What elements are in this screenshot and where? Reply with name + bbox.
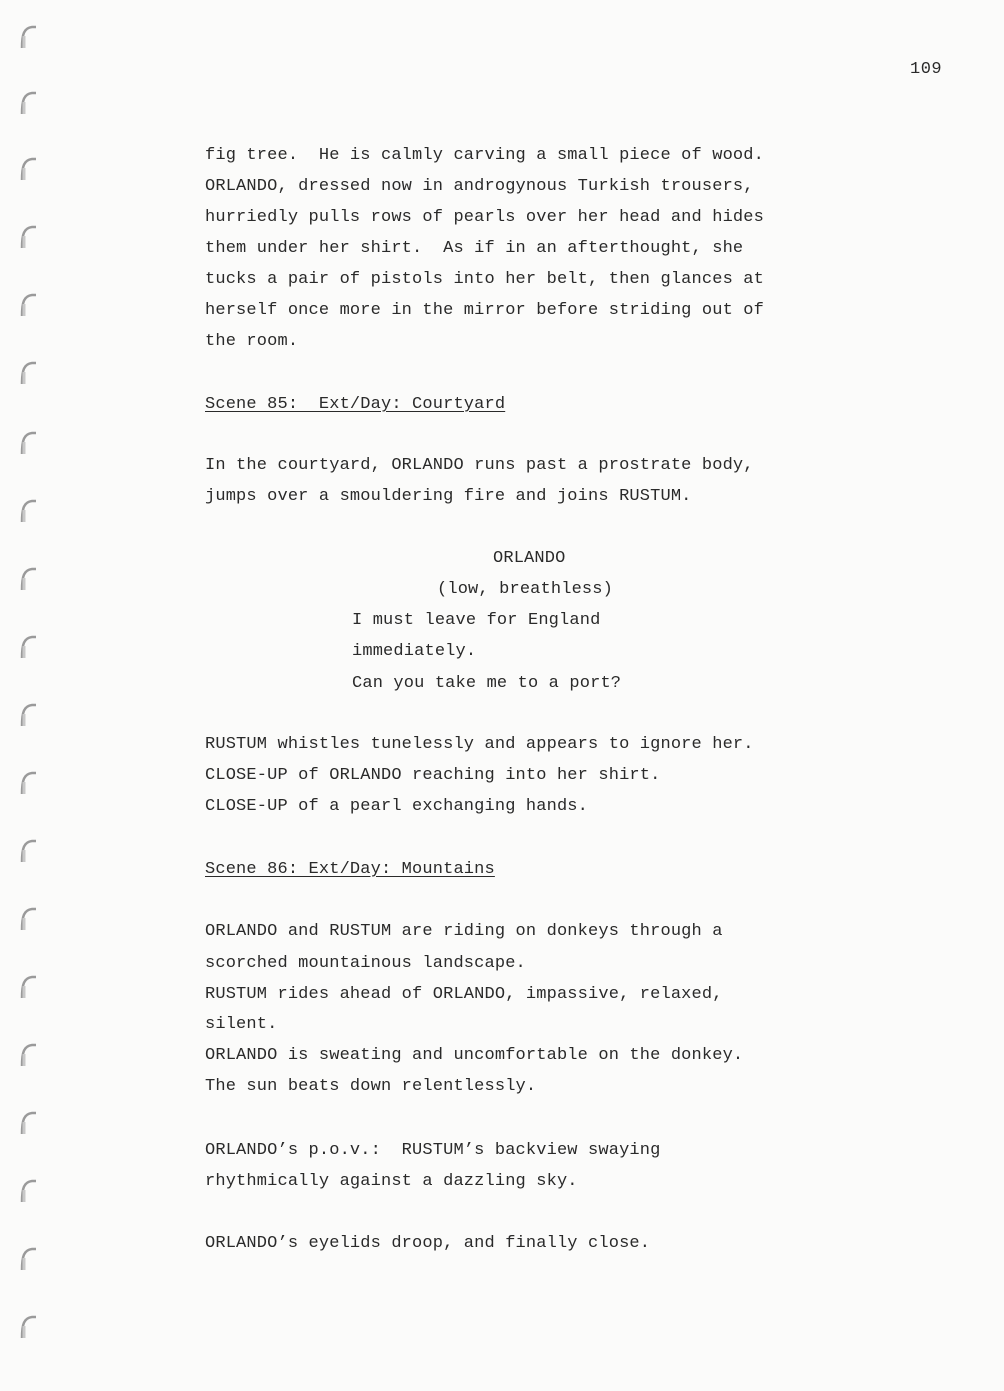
action-line: them under her shirt. As if in an afterthought, she (205, 239, 744, 258)
action-line: herself once more in the mirror before striding out of (205, 301, 764, 320)
binding-hole-icon (18, 428, 40, 458)
binding-hole-icon (18, 22, 40, 52)
binding-strip (0, 0, 48, 1391)
binding-hole-icon (18, 1244, 40, 1274)
binding-hole-icon (18, 88, 40, 118)
action-line: rhythmically against a dazzling sky. (205, 1172, 578, 1191)
binding-hole-icon (18, 564, 40, 594)
action-line: tucks a pair of pistols into her belt, then glances at (205, 270, 764, 289)
dialogue-line: Can you take me to a port? (352, 674, 622, 693)
action-line: silent. (205, 1015, 278, 1034)
action-line: the room. (205, 332, 299, 351)
binding-hole-icon (18, 222, 40, 252)
page-number: 109 (910, 60, 943, 79)
action-line: CLOSE-UP of ORLANDO reaching into her shirt. (205, 766, 661, 785)
binding-hole-icon (18, 632, 40, 662)
action-line: hurriedly pulls rows of pearls over her head and hides (205, 208, 764, 227)
action-line: CLOSE-UP of a pearl exchanging hands. (205, 797, 589, 816)
scene-heading: Scene 85: Ext/Day: Courtyard (205, 395, 506, 414)
binding-hole-icon (18, 904, 40, 934)
action-line: ORLANDO and RUSTUM are riding on donkeys through a (205, 922, 723, 941)
action-line: fig tree. He is calmly carving a small piece of wood. (205, 146, 764, 165)
dialogue-line: I must leave for England (352, 611, 601, 630)
character-name: ORLANDO (493, 549, 566, 568)
action-line: ORLANDO is sweating and uncomfortable on the donkey. (205, 1046, 744, 1065)
binding-hole-icon (18, 700, 40, 730)
action-line: ORLANDO’s p.o.v.: RUSTUM’s backview swaying (205, 1141, 661, 1160)
binding-hole-icon (18, 836, 40, 866)
binding-hole-icon (18, 972, 40, 1002)
action-line: jumps over a smouldering fire and joins RUSTUM. (205, 487, 692, 506)
action-line: scorched mountainous landscape. (205, 954, 526, 973)
binding-hole-icon (18, 1040, 40, 1070)
dialogue-line: immediately. (352, 642, 477, 661)
action-line: ORLANDO, dressed now in androgynous Turkish trousers, (205, 177, 754, 196)
binding-hole-icon (18, 154, 40, 184)
binding-hole-icon (18, 1176, 40, 1206)
scene-heading: Scene 86: Ext/Day: Mountains (205, 860, 495, 879)
binding-hole-icon (18, 1312, 40, 1342)
binding-hole-icon (18, 1108, 40, 1138)
action-line: In the courtyard, ORLANDO runs past a prostrate body, (205, 456, 754, 475)
binding-hole-icon (18, 768, 40, 798)
action-line: ORLANDO’s eyelids droop, and finally close. (205, 1234, 651, 1253)
binding-hole-icon (18, 290, 40, 320)
parenthetical: (low, breathless) (437, 580, 613, 599)
action-line: RUSTUM rides ahead of ORLANDO, impassive, relaxed, (205, 985, 723, 1004)
action-line: The sun beats down relentlessly. (205, 1077, 537, 1096)
binding-hole-icon (18, 358, 40, 388)
binding-hole-icon (18, 496, 40, 526)
action-line: RUSTUM whistles tunelessly and appears to ignore her. (205, 735, 754, 754)
